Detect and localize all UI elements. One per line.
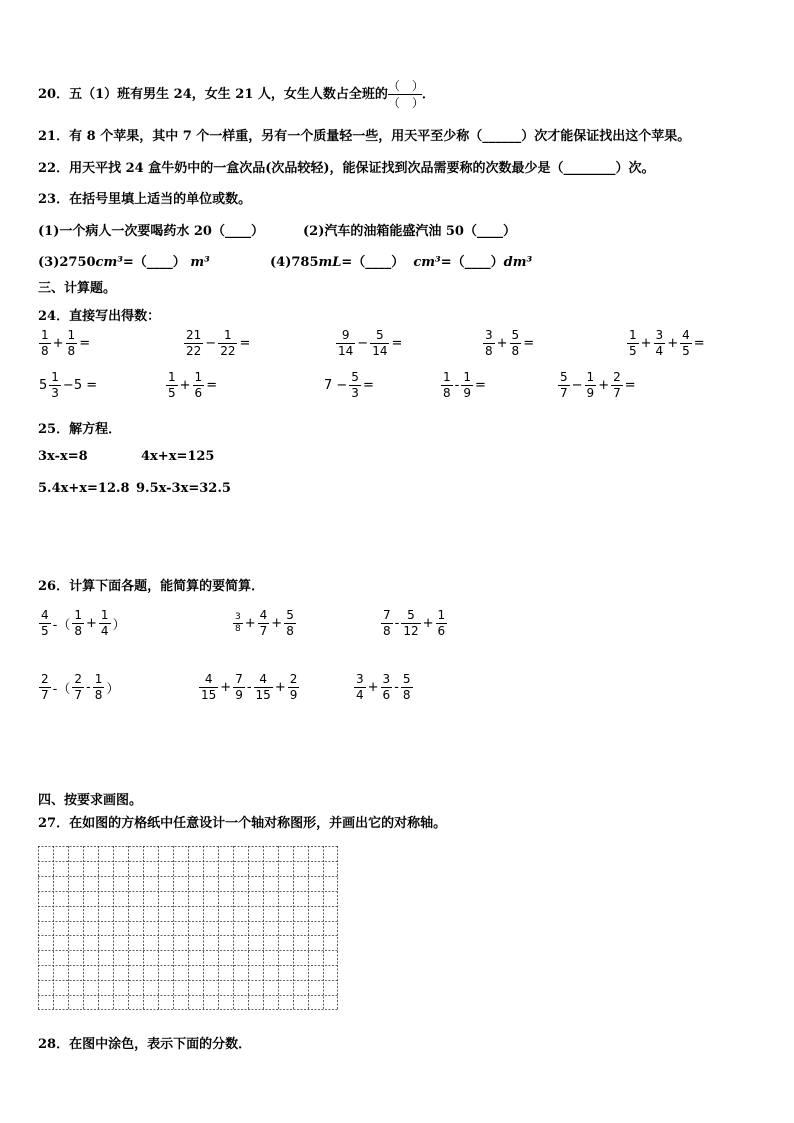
denominator: 12 xyxy=(403,624,419,638)
numerator: 7 xyxy=(383,608,391,622)
operator: + xyxy=(422,616,434,631)
numerator: 1 xyxy=(41,328,49,342)
numerator: 5 xyxy=(560,370,568,384)
fraction xyxy=(510,328,522,359)
fraction xyxy=(233,612,243,635)
numerator: 5 xyxy=(376,328,384,342)
question-24-title: 24．直接写出得数： xyxy=(38,309,161,324)
denominator: 7 xyxy=(613,386,621,400)
fraction xyxy=(288,672,300,703)
math-expression xyxy=(557,370,637,401)
denominator: 4 xyxy=(356,688,364,702)
denominator: 3 xyxy=(351,386,359,400)
fraction xyxy=(93,672,105,703)
numerator: 1 xyxy=(168,370,176,384)
denominator: 6 xyxy=(194,386,203,400)
fraction xyxy=(354,672,366,703)
denominator: 15 xyxy=(255,688,271,702)
fraction xyxy=(258,608,270,639)
fraction xyxy=(72,672,84,703)
fraction xyxy=(199,672,218,703)
equation-2: 4x+x=125 xyxy=(141,449,215,464)
operator: = xyxy=(79,336,91,351)
operator: - xyxy=(454,378,460,393)
q23-part-3: (3)2750cm³=（____） m³ xyxy=(38,255,210,270)
equation-4: 9.5x-3x=32.5 xyxy=(136,481,231,496)
denominator: 5 xyxy=(168,386,176,400)
math-expression xyxy=(38,328,91,359)
denominator: 5 xyxy=(41,624,49,638)
denominator: 5 xyxy=(682,344,690,358)
numerator: 1 xyxy=(437,608,446,622)
operator: − xyxy=(205,336,217,351)
fraction xyxy=(349,370,361,401)
operator: −5 = xyxy=(62,378,98,393)
denominator: 22 xyxy=(186,344,202,358)
math-expression xyxy=(323,370,375,401)
denominator: 8 xyxy=(383,624,391,638)
fraction xyxy=(66,328,78,359)
fraction xyxy=(39,328,51,359)
numerator: 5 xyxy=(402,672,411,686)
equation-3: 5.4x+x=12.8 xyxy=(38,481,130,496)
denominator: 8 xyxy=(41,344,49,358)
numerator: 5 xyxy=(407,608,415,622)
denominator: 3 xyxy=(51,386,59,400)
operator: + xyxy=(667,336,679,351)
equation-1: 3x-x=8 xyxy=(38,449,88,464)
fraction xyxy=(184,328,203,359)
operator: + xyxy=(220,680,232,695)
operator: + xyxy=(52,336,64,351)
numerator: 2 xyxy=(74,672,82,686)
operator: ） xyxy=(112,618,126,633)
denominator: 5 xyxy=(629,344,637,358)
operator: - xyxy=(394,680,399,695)
fraction xyxy=(72,608,84,639)
denominator: 9 xyxy=(289,688,298,702)
fraction xyxy=(218,328,237,359)
numerator: 1 xyxy=(629,328,637,342)
denominator: 7 xyxy=(560,386,568,400)
math-expression xyxy=(38,672,120,703)
numerator: 1 xyxy=(67,328,76,342)
operator: = xyxy=(523,336,535,351)
numerator: 4 xyxy=(682,328,690,342)
numerator: 3 xyxy=(485,328,493,342)
denominator: 4 xyxy=(655,344,664,358)
fraction xyxy=(611,370,623,401)
fraction xyxy=(381,672,393,703)
operator: + xyxy=(274,680,286,695)
denominator: 8 xyxy=(286,624,294,638)
operator: + xyxy=(598,378,610,393)
numerator: 1 xyxy=(94,672,103,686)
fraction xyxy=(558,370,570,401)
math-expression xyxy=(626,328,706,359)
question-22: 22．用天平找 24 盒牛奶中的一盒次品(次品较轻)，能保证找到次品需要称的次数最少是（________）次。 xyxy=(38,161,655,176)
fraction xyxy=(370,328,389,359)
numerator: 1 xyxy=(74,608,82,622)
denominator: 9 xyxy=(586,386,595,400)
denominator: 14 xyxy=(372,344,388,358)
numerator: 1 xyxy=(100,608,109,622)
operator: -（ xyxy=(52,618,71,633)
fraction xyxy=(654,328,666,359)
denominator: 8 xyxy=(485,344,493,358)
question-20: 20．五（1）班有男生 24，女生 21 人，女生人数占全班的 （ ） （ ） ． xyxy=(38,79,435,110)
numerator: 5 xyxy=(286,608,294,622)
denominator: 6 xyxy=(382,688,391,702)
grid-paper[interactable] xyxy=(38,846,338,1010)
denominator: 8 xyxy=(511,344,520,358)
denominator: 7 xyxy=(41,688,49,702)
denominator: 7 xyxy=(74,688,82,702)
math-expression xyxy=(380,608,448,639)
section-3-heading: 三、计算题。 xyxy=(38,281,117,296)
math-expression xyxy=(232,608,297,639)
math-expression xyxy=(38,370,98,401)
fraction xyxy=(483,328,495,359)
operator: + xyxy=(271,616,283,631)
operator: = xyxy=(206,378,218,393)
numerator: 5 xyxy=(351,370,359,384)
fraction xyxy=(336,328,355,359)
numerator: 4 xyxy=(204,672,213,686)
denominator: 15 xyxy=(201,688,217,702)
fraction xyxy=(39,608,51,639)
denominator: 9 xyxy=(235,688,243,702)
question-28: 28．在图中涂色，表示下面的分数． xyxy=(38,1037,252,1052)
q23-part-2: (2)汽车的油箱能盛汽油 50（____） xyxy=(303,224,516,239)
denominator: 6 xyxy=(437,624,446,638)
numerator: 3 xyxy=(356,672,364,686)
operator: − xyxy=(357,336,369,351)
denominator: 8 xyxy=(402,688,411,702)
operator: - xyxy=(246,680,252,695)
numerator: 1 xyxy=(51,370,59,384)
math-expression xyxy=(353,672,414,703)
numerator: 4 xyxy=(41,608,49,622)
denominator: 8 xyxy=(74,624,82,638)
fraction xyxy=(461,370,473,401)
numerator: 3 xyxy=(382,672,391,686)
operator: - xyxy=(85,680,91,695)
numerator: 3 xyxy=(235,612,241,622)
q23-part-1: (1)一个病人一次要喝药水 20（____） xyxy=(38,224,264,239)
question-21: 21．有 8 个苹果，其中 7 个一样重，另有一个质量轻一些，用天平至少称（______）次才能保证找出这个苹果。 xyxy=(38,129,691,144)
answer-fraction-blank[interactable]: （ ） （ ） xyxy=(387,79,424,110)
fraction xyxy=(381,608,393,639)
fraction xyxy=(441,370,453,401)
section-4-heading: 四、按要求画图。 xyxy=(38,793,143,808)
denominator: 8 xyxy=(67,344,76,358)
operator: + xyxy=(179,378,191,393)
operator: 5 xyxy=(39,378,48,393)
numerator: 2 xyxy=(41,672,49,686)
q23-part-4: (4)785mL=（____） cm³=（____）dm³ xyxy=(270,255,533,270)
denominator: 9 xyxy=(463,386,471,400)
denominator: 22 xyxy=(220,344,236,358)
fraction xyxy=(49,370,61,401)
fraction xyxy=(254,672,273,703)
fraction xyxy=(193,370,205,401)
fraction xyxy=(166,370,178,401)
numerator: 2 xyxy=(289,672,298,686)
fraction xyxy=(99,608,111,639)
question-23-title: 23．在括号里填上适当的单位或数。 xyxy=(38,192,252,207)
operator: 7 − xyxy=(324,378,348,393)
operator: = xyxy=(474,378,486,393)
numerator: 1 xyxy=(194,370,203,384)
operator: + xyxy=(367,680,379,695)
numerator: 3 xyxy=(655,328,664,342)
operator: + xyxy=(244,616,256,631)
operator: + xyxy=(496,336,508,351)
fraction xyxy=(401,672,413,703)
fraction xyxy=(627,328,639,359)
q20-text: 20．五（1）班有男生 24，女生 21 人，女生人数占全班的 xyxy=(38,87,388,102)
question-25-title: 25．解方程． xyxy=(38,422,122,437)
operator: = xyxy=(239,336,251,351)
numerator: 2 xyxy=(613,370,621,384)
operator: - xyxy=(394,616,400,631)
denominator: 4 xyxy=(100,624,109,638)
operator: = xyxy=(624,378,636,393)
denominator: 14 xyxy=(338,344,354,358)
numerator: 4 xyxy=(259,672,267,686)
operator: − xyxy=(571,378,583,393)
math-expression xyxy=(482,328,535,359)
fraction xyxy=(680,328,692,359)
math-expression xyxy=(335,328,403,359)
operator: = xyxy=(362,378,374,393)
operator: ） xyxy=(106,682,120,697)
numerator: 1 xyxy=(443,370,451,384)
denominator: 7 xyxy=(259,624,268,638)
denominator: 8 xyxy=(235,624,241,634)
numerator: 4 xyxy=(259,608,268,622)
numerator: 7 xyxy=(235,672,243,686)
math-expression xyxy=(165,370,218,401)
math-expression xyxy=(440,370,487,401)
denominator: 8 xyxy=(443,386,451,400)
numerator: 1 xyxy=(463,370,471,384)
fraction xyxy=(233,672,245,703)
fraction xyxy=(284,608,296,639)
numerator: 1 xyxy=(224,328,232,342)
operator: + xyxy=(85,616,97,631)
numerator: 21 xyxy=(186,328,202,342)
fraction xyxy=(585,370,597,401)
fraction xyxy=(401,608,420,639)
numerator: 1 xyxy=(586,370,595,384)
math-expression xyxy=(183,328,251,359)
math-expression xyxy=(198,672,300,703)
fraction xyxy=(436,608,448,639)
denominator: 8 xyxy=(94,688,103,702)
question-27: 27．在如图的方格纸中任意设计一个轴对称图形，并画出它的对称轴。 xyxy=(38,816,447,831)
operator: = xyxy=(693,336,705,351)
numerator: 9 xyxy=(341,328,350,342)
grid-paper-svg xyxy=(38,846,338,1010)
operator: + xyxy=(640,336,652,351)
numerator: 5 xyxy=(511,328,520,342)
math-expression xyxy=(38,608,127,639)
fraction xyxy=(39,672,51,703)
question-26-title: 26．计算下面各题，能简算的要简算． xyxy=(38,579,265,594)
operator: = xyxy=(391,336,403,351)
operator: -（ xyxy=(52,682,71,697)
